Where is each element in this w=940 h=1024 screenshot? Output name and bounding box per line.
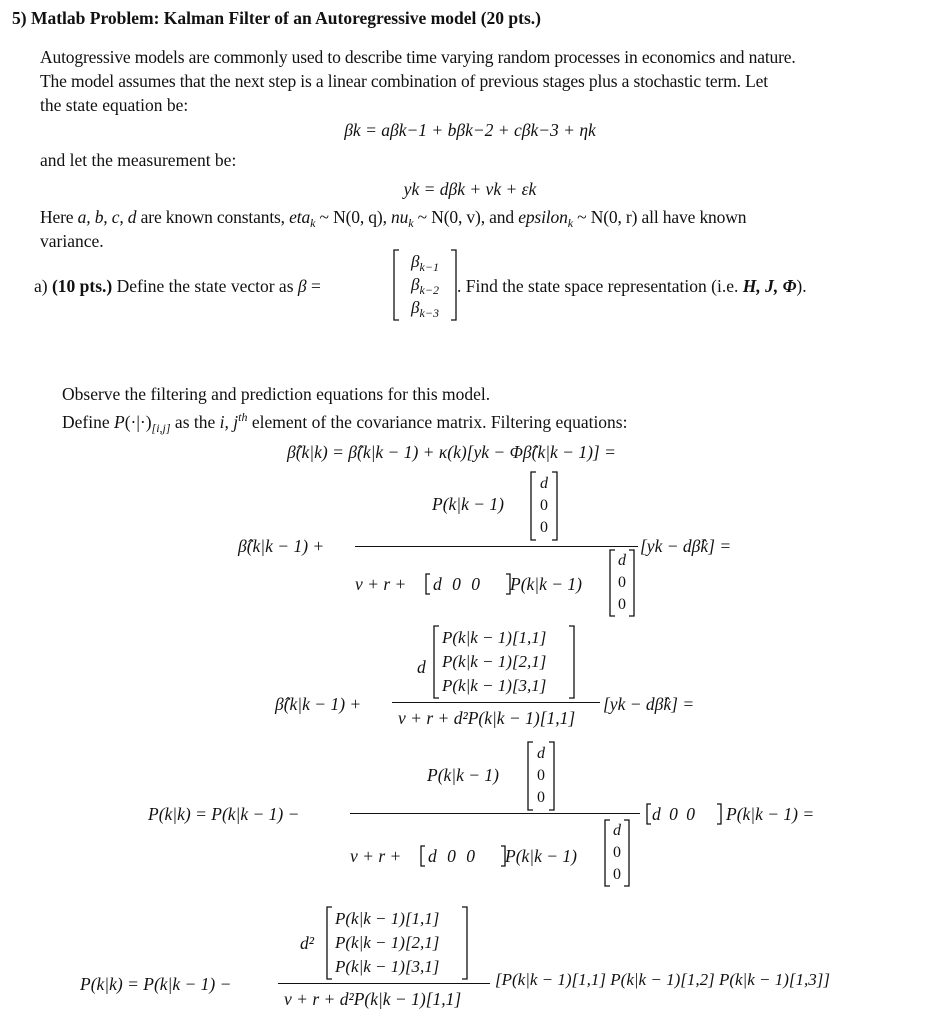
eq4-num-vector: d 0 0: [527, 741, 555, 811]
eq4-left: P(k|k) = P(k|k − 1) −: [148, 804, 300, 824]
eq3-right: [yk − dβ̂k] =: [603, 694, 695, 714]
state-equation: [0, 119, 940, 141]
eq5-denominator: v + r + d²P(k|k − 1)[1,1]: [284, 989, 462, 1009]
part-a-prefix: a) (10 pts.) Define the state vector as β =: [34, 276, 321, 296]
constants-text: are known constants,: [140, 207, 285, 227]
epsilon-word: epsilon: [518, 207, 568, 227]
observe-line-2: Define $P(\cdot|\cdot)_{[i,j]}$ as the i, $j^{th}$ element of the covariance matrix. Filtering equations:: [62, 410, 628, 435]
eq3-denominator: v + r + d²P(k|k − 1)[1,1]: [398, 708, 576, 728]
eq2-den-vector: d 0 0: [609, 549, 635, 617]
eq2-fraction-bar: [355, 546, 638, 547]
eq4-den-row: d 0 0: [420, 845, 467, 867]
eq3-num-d: d: [417, 657, 426, 677]
measurement-equation: [0, 178, 940, 200]
eq4-right-row: d 0 0: [646, 803, 689, 825]
eq2-denominator-a: v + r +: [355, 574, 407, 594]
observe-line-1: Observe the filtering and prediction equations for this model.: [62, 384, 491, 404]
problem-number: 5): [12, 8, 27, 28]
dist-eta: N(0, q),: [333, 207, 387, 227]
eq2-right: [yk − dβ̂k] =: [640, 536, 732, 556]
eq5-fraction-bar: [278, 983, 490, 984]
part-a-points: (10 pts.): [51, 276, 113, 296]
problem-title: Matlab Problem: Kalman Filter of an Autoregressive model (20 pts.): [30, 8, 541, 28]
part-a-text: Define the state vector as: [116, 276, 294, 296]
eq3-left: β̂(k|k − 1) +: [275, 694, 362, 714]
eq4-denominator-a: v + r +: [350, 846, 402, 866]
measurement-intro: and let the measurement be:: [40, 150, 237, 170]
eq4-numerator: P(k|k − 1): [427, 765, 499, 785]
here-word: Here: [40, 207, 74, 227]
intro-line-2: The model assumes that the next step is a linear combination of previous stages plus a stochastic term. Let: [40, 71, 768, 91]
eq2-den-row: d 0 0: [425, 573, 472, 595]
eq3-num-matrix: P(k|k − 1)[1,1] P(k|k − 1)[2,1] P(k|k − 1)[3,1]: [433, 625, 575, 699]
eq5-num-d2: d²: [300, 933, 314, 953]
eq4-den-vector: d 0 0: [604, 819, 630, 887]
eq2-denominator-b: P(k|k − 1): [510, 574, 582, 594]
part-a-suffix: . Find the state space representation (i.e. H, J, Φ).: [457, 276, 807, 296]
constants-line: Here a, b, c, d are known constants, eta$_k$ ~ N(0, q), $nu_k$ ~ N(0, v), and epsilon$_k$ ~ N(0, r) all have known: [40, 207, 747, 230]
eq4-right: P(k|k − 1) =: [726, 804, 815, 824]
eq2-numerator: P(k|k − 1): [432, 494, 504, 514]
eq5-left: P(k|k) = P(k|k − 1) −: [80, 974, 232, 994]
measurement-equation-text: yk = dβk + νk + εk: [403, 179, 537, 199]
part-a-vars: H, J, Φ: [742, 276, 797, 296]
part-a-label: a): [34, 276, 48, 296]
eq2-num-vector: d 0 0: [530, 471, 558, 541]
eta-word: eta: [289, 207, 311, 227]
problem-header: [12, 7, 541, 29]
dist-nu: N(0, v), and: [431, 207, 514, 227]
eq2-left: β̂(k|k − 1) +: [238, 536, 325, 556]
eq5-num-matrix: P(k|k − 1)[1,1] P(k|k − 1)[2,1] P(k|k − 1)[3,1]: [326, 906, 468, 980]
eq-filter-1: β̂(k|k) = β̂(k|k − 1) + κ(k)[yk − Φβ̂(k|k − 1)] =: [287, 442, 616, 462]
constants-symbols: a, b, c, d: [77, 207, 137, 227]
state-equation-text: βk = aβk−1 + bβk−2 + cβk−3 + ηk: [344, 120, 596, 140]
variance-word: variance.: [40, 231, 104, 251]
nu-word: nu: [391, 207, 409, 227]
eq3-fraction-bar: [392, 702, 600, 703]
intro-line-1: Autogressive models are commonly used to describe time varying random processes in economics and nature.: [40, 47, 796, 67]
eq4-denominator-b: P(k|k − 1): [505, 846, 577, 866]
eq5-right: [P(k|k − 1)[1,1] P(k|k − 1)[1,2] P(k|k − 1)[1,3]]: [495, 970, 831, 989]
eq4-fraction-bar: [350, 813, 640, 814]
intro-line-3: the state equation be:: [40, 95, 189, 115]
state-vector-matrix: $\beta_{k-1}$ $\beta_{k-2}$ $\beta_{k-3}$: [393, 249, 457, 321]
part-a-text-2: . Find the state space representation (i.e.: [457, 276, 739, 296]
dist-epsilon: N(0, r) all have known: [590, 207, 747, 227]
